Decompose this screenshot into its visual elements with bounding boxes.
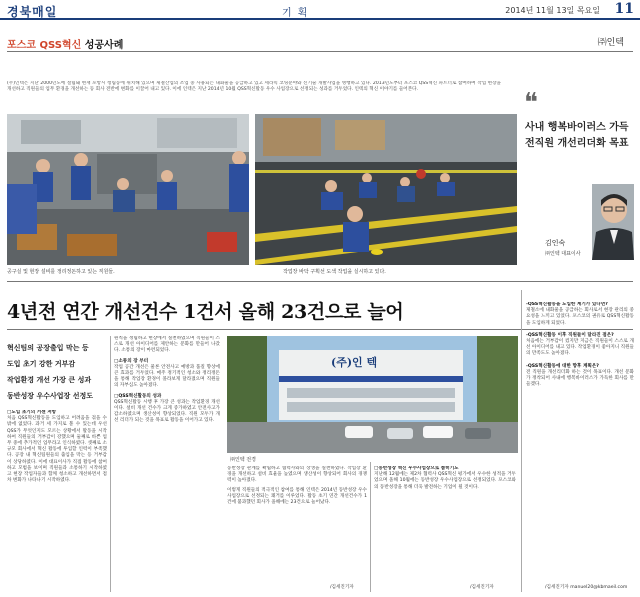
subheadline: 동반성장 우수사업장 선정도: [7, 391, 94, 400]
issue-date: 2014년 11월 13일 목요일: [505, 6, 600, 15]
subheadline: 작업환경 개선 가장 큰 성과: [7, 375, 92, 384]
article-column-1: [7, 410, 107, 592]
pull-quote-line1: 사내 행복바이러스 가득: [525, 122, 629, 133]
person-name: 김인숙: [545, 239, 566, 247]
divider: [7, 51, 633, 52]
photo-floor-painting: [255, 114, 517, 265]
interview-question: -QSS혁신활동을 도입한 계기가 있다면?: [526, 302, 608, 307]
body-text: 동반성장 관계를 확립하고 협력사와의 상생을 실천하였다. 작업장 환경을 개선하고 설비 효율을 높였으며 생산성이 향상되어 회사의 경쟁력이 높아졌다.: [227, 466, 367, 484]
series-title-accent: 포스코 QSS혁신: [7, 40, 82, 51]
photo-caption-building: ㈜인텍 전경: [230, 457, 256, 463]
section-heading: □도입 초기의 거센 저항: [7, 410, 57, 415]
column-divider: [521, 290, 522, 592]
body-text: 작업 공간 개선은 물론 안전사고 예방과 품질 향상에 큰 효과를 거두었다. 매주 정기적인 청소와 정리정돈을 통해 작업장 환경이 몰라보게 달라졌으며 직원들의 자부심도 높아졌다.: [114, 364, 220, 389]
section-label: 기획: [282, 8, 314, 19]
body-text: QSS혁신활동 시행 후 가장 큰 성과는 작업환경 개선이다. 설비 개선 건수가 크게 증가하였고 안전사고가 감소하였으며 생산성이 향상되었다. 직원 모두가 개선 리더가 되는 것을 목표로 활동을 이어가고 있다.: [114, 399, 220, 424]
newspaper-brand: 경북매일: [7, 5, 58, 19]
photo-inteck-building: [227, 336, 518, 453]
page-number: 11: [614, 1, 634, 17]
column-divider: [370, 462, 371, 592]
byline: /김세진기자: [470, 585, 494, 590]
divider: [7, 281, 633, 282]
article-column-4: [374, 466, 516, 578]
section-heading: □동반성장 혁신 우수사업장으로 뽑히기도: [374, 466, 459, 471]
series-title-rest: 성공사례: [84, 40, 124, 51]
photo-floor-illustration: [255, 114, 517, 265]
photo-workshop-illustration: [7, 114, 249, 265]
body-text: 지난해 12월에는 제2차 협력사 QSS혁신 평가에서 우수한 성적을 거두었으며 올해 10월에는 동반성장 우수사업장으로 선정되었다. 포스코와의 동반성장을 통해 더욱 발전하는 기업이 될 것이다.: [374, 472, 516, 490]
column-divider: [110, 336, 111, 592]
interview-question: -QSS혁신활동에 대한 향후 계획은?: [526, 363, 599, 369]
byline: /김세진기자 manuel20@kbmaeil.com: [545, 585, 628, 590]
headline: 4년전 연간 개선건수 1건서 올해 23건으로 늘어: [7, 301, 404, 323]
quote-mark-icon: ❝: [524, 88, 538, 118]
subheadline-group: [7, 340, 105, 404]
pull-quote: [525, 120, 637, 152]
interview-question: -QSS혁신활동 이후 직원들이 달라진 점은?: [526, 332, 614, 338]
photo-caption-left: 공구실 및 현장 설비를 정리정돈하고 있는 직원들.: [7, 269, 115, 275]
masthead: [0, 0, 640, 20]
subheadline: 혁신팀의 공장출입 막는 등: [7, 343, 89, 352]
section-heading: □QSS혁신활동의 성과: [114, 393, 162, 399]
article-column-3: [227, 466, 367, 578]
series-title: [7, 36, 123, 51]
pull-quote-line2: 전직원 개선리더화 목표: [525, 138, 629, 149]
byline: /김세진기자: [330, 585, 354, 590]
subheadline: 도입 초기 강한 거부감: [7, 359, 76, 368]
interview-answer: 전 직원을 개선리더화 하는 것이 목표이다. 개선 문화가 정착되어 사내에 행복바이러스가 가득한 회사를 만들겠다.: [526, 369, 634, 388]
company-logo: ㈜인텍: [597, 38, 624, 48]
interview-answer: 처음에는 거부감이 컸지만 지금은 직원들이 스스로 개선 아이디어를 내고 있다. 작업환경이 좋아지니 직원들의 만족도도 높아졌다.: [526, 339, 634, 357]
section-heading: □소통의 장 부터: [114, 358, 149, 364]
portrait-illustration: [592, 184, 634, 260]
photo-caption-right: 작업장 바닥 구획선 도색 작업을 실시하고 있다.: [283, 269, 386, 275]
body-text: 원칙을 정립하고 현장에서 실천하였으며 직원들이 스스로 개선 아이디어를 제안하는 문화를 만들어 나갔다. 소통의 장이 마련되었다.: [114, 336, 220, 354]
photo-workshop-cleanup: [7, 114, 249, 265]
ceo-portrait: [592, 184, 634, 260]
interview-column: [526, 302, 634, 574]
building-sign: (주)인 텍: [331, 356, 378, 369]
body-text: 이렇게 직원들의 적극적인 참여를 통해 인텍은 2014년 동반성장 우수사업장으로 선정되는 쾌거를 이루었다. 활동 초기 연간 개선건수가 1건에 불과했던 회사가 올해에는 23건으로 늘어났다.: [227, 487, 367, 506]
article-column-2: [114, 336, 220, 592]
body-text: 처음 QSS혁신활동을 도입하고 어려움을 겪을 수밖에 없었다. 과거 세 가지로 볼 수 있는데 우선 QSS가 무엇인지도 모르는 상황에서 활동을 시작하여 직원들의 거부감이 강했으며 둘째로 바쁜 업무 중에 추가적인 업무라고 인식하였다. 셋째로 소규모 회사에서 혁신 활동에 투입할 인력이 부족했다. 공장 내 혁신팀원들의 출입을 막는 등 거부감이 상당하였다. 이에 대표이사가 직접 활동에 참여하고 모범을 보이며 직원들과 소통하기 시작하였고 현장 작업자들과 함께 청소하고 개선하면서 점차 변화가 나타나기 시작하였다.: [7, 416, 107, 484]
person-title: ㈜인텍 대표이사: [545, 251, 581, 257]
lead-paragraph: (주)인텍은 지난 2000년도에 설립돼 현재 포항시 청림동에 위치해 있으며 제철산업의 조업 중 사용되는 내화물을 공급하고 있고 세라믹 코팅분야와 신기술 개발사업을 병행하고 있다. 2013년도부터 포스코 QSS혁신 파트너로 참여하여 작업 현장을 개선하고 직원들의 업무 환경을 개선하는 등 회사 전반에 변화를 이끌어 내고 있다. 이에 인텍은 지난 2014년 10월 QSS혁신활동 우수 사업장으로 선정되는 성과를 거두었다. 인텍의 혁신 이야기를 들어본다.: [7, 81, 501, 93]
interview-answer: 제철소에 내화물을 공급하는 회사로서 현장 관리의 중요성을 느끼고 있었다. 포스코의 권유로 QSS혁신활동을 도입하게 되었다.: [526, 308, 634, 326]
